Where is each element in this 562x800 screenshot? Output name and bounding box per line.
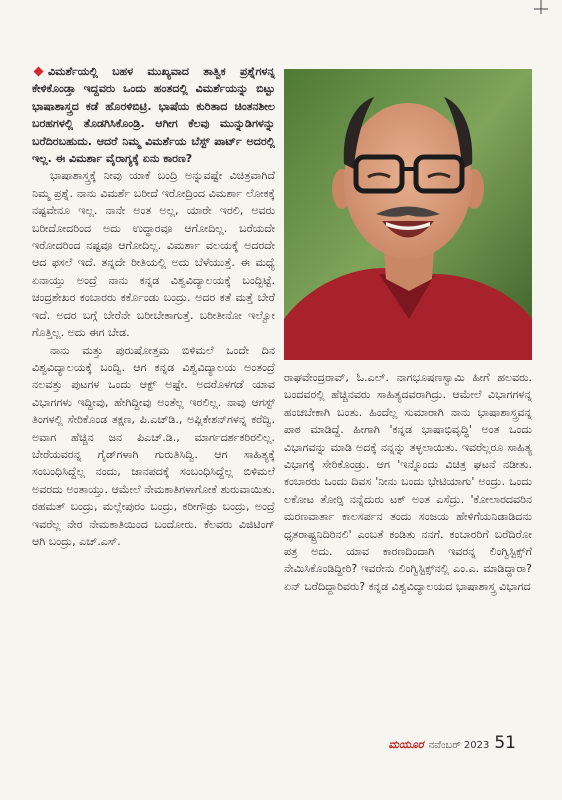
issue-date: ನವೆಂಬರ್ 2023: [428, 740, 490, 751]
bullet-diamond-icon: [34, 67, 44, 77]
left-column: [32, 63, 275, 550]
portrait-photo: [284, 69, 532, 360]
answer-paragraph-continued: ರಾಘವೇಂದ್ರರಾವ್, ಓ.ಎಲ್. ನಾಗಭೂಷಣಸ್ವಾಮಿ ಹೀಗೆ ಹಲವರು. ಬಂದವರಲ್ಲಿ ಹೆಚ್ಚಿನವರು ಸಾಹಿತ್ಯದವರಾಗಿದ್ರು. ಆಮೇಲೆ ವಿಭಾಗಗಳನ್ನ ಹಂಚಬೇಕಾಗಿ ಬಂತು. ಹಿಂದೆಲ್ಲ ಸುಮಾರಾಗಿ ನಾನು ಭಾಷಾಶಾಸ್ತ್ರವನ್ನ ಪಾಠ ಮಾಡಿದ್ದೆ. ಹೀಗಾಗಿ 'ಕನ್ನಡ ಭಾಷಾಭಿವೃದ್ಧಿ' ಅಂತ ಒಂದು ವಿಭಾಗವನ್ನು ಮಾಡಿ ಅದಕ್ಕೆ ನನ್ನನ್ನು ತಳ್ಳಲಾಯಿತು. ಇವರೆಲ್ಲರೂ ಸಾಹಿತ್ಯ ವಿಭಾಗಕ್ಕೆ ಸೇರಿಕೊಂಡ್ರು. ಆಗ 'ಇನ್ನೊಂದು ವಿಚಿತ್ರ ಘಟನೆ ನಡೀತು. ಕಂಬಾರರು ಒಂದು ದಿವಸ 'ನೀನು ಬಂದು ಭೇಟಿಯಾಗು' ಅಂದ್ರು. ಒಂದು ಲಕೋಟ ತೋರ್‍ಸಿ ನನ್ನೆದುರು ಟಕ್ ಅಂತ ಎಸೆದ್ರು. 'ಕೋಲಾರದವರಿನ ಮರಣವಾರ್ತಾ ಕಾಲಸರ್ಪನ ತಂದು ಸಂಜಯ ಹೇಳಿಗೆಯನಿಡಾಡಿದನು ಧೃತರಾಷ್ಟ್ರನಿದಿರಿನಲಿ' ಎಂಬತೆ ಕಂಡಿತು ನನಗೆ. ಕಂಬಾರರಿಗೆ ಬರೆದಿರೋ ಪತ್ರ ಅದು. ಯಾವ ಕಾರಣದಿಂದಾಗಿ ಇವರನ್ನ ಲಿಂಗ್ವಿಸ್ಟಿಕ್ಸ್‌ಗೆ ನೇಮಿಸಿಕೊಂಡಿದ್ದೀರಿ? ಇವರೇನು ಲಿಂಗ್ವಿಸ್ಟಿಕ್ಸ್‌ನಲ್ಲಿ ಎಂ.ಎ. ಮಾಡಿದ್ದಾರಾ? ಏನ್ ಬರೆದಿದ್ದಾರಿವರು? ಕನ್ನಡ ವಿಶ್ವವಿದ್ಯಾಲಯದ ಭಾಷಾಶಾಸ್ತ್ರ ವಿಭಾಗದ: [284, 371, 532, 593]
answer-paragraph: ನಾನು ಮತ್ತು ಪುರುಷೋತ್ತಮ ಬಿಳಿಮಲೆ ಒಂದೇ ದಿನ ವಿಶ್ವವಿದ್ಯಾಲಯಕ್ಕೆ ಬಂದ್ವಿ. ಆಗ ಕನ್ನಡ ವಿಶ್ವವಿದ್ಯಾಲಯ ಅಂತಂದ್ರೆ ನಲವತ್ತು ಪುಟಗಳ ಒಂದು ಆಕ್ಟ್ ಅಷ್ಟೇ. ಅದರೊಳಗಡೆ ಯಾವ ವಿಭಾಗಗಳು ಇದ್ದೀವು, ಹೇಗಿದ್ದೀವು ಅಂತೆಲ್ಲ ಇರಲಿಲ್ಲ. ನಾವು ಆಗಸ್ಟ್ ತಿಂಗಳಲ್ಲಿ ಸೇರಿಕೊಂಡ ತಕ್ಷಣ, ಪಿ.ಎಚ್‌ಡಿ., ಅಪ್ಲಿಕೇಶನ್‌ಗಳನ್ನ ಕರೆದ್ವಿ. ಅವಾಗ ಹೆಚ್ಚಿನ ಜನ ಪಿಎಚ್.ಡಿ., ಮಾರ್ಗದರ್ಶಕರಿರಲಿಲ್ಲ. ಬೇರೆಯವರನ್ನ ಗೈಡ್‌ಗಳಾಗಿ ಗುರುತಿಸಿದ್ವಿ. ಆಗ ಸಾಹಿತ್ಯಕ್ಕೆ ಸಂಬಂಧಿಸಿದ್ದೆಲ್ಲ ನಂದು, ಜಾನಪದಕ್ಕೆ ಸಂಬಂಧಿಸಿದ್ದೆಲ್ಲ ಬಿಳಿಮಲೆ ಅವರದು ಅಂತಾಯ್ತು. ಆಮೇಲೆ ನೇಮಕಾತಿಗಳಾಗೋಕೆ ಶುರುವಾಯಿತು. ರಹಮತ್ ಬಂದ್ರು, ಮಲ್ಲೇಪುರಂ ಬಂದ್ರು, ಕರೀಗೌಡ್ರು ಬಂದ್ರು, ಅಂದ್ರೆ ಇವರೆಲ್ಲ ನೇರ ನೇಮಕಾತಿಯಿಂದ ಬಂದೋರು. ಕೆಲವರು ವಿಜಿಟಿಂಗ್ ಆಗಿ ಬಂದ್ರು, ಎಚ್.ಎಸ್.: [32, 343, 275, 548]
portrait-illustration: [284, 69, 532, 360]
answer-paragraph: ಭಾಷಾಶಾಸ್ತ್ರಕ್ಕೆ ನೀವು ಯಾಕೆ ಬಂದ್ರಿ ಅನ್ನುವಷ್ಟೇ ವಿಚಿತ್ರವಾಗಿದೆ ನಿಮ್ಮ ಪ್ರಶ್ನೆ. ನಾನು ವಿಮರ್ಶೆ ಬರೀದೆ ಇರೋದ್ರಿಂದ ವಿಮರ್ಶಾ ಲೋಕಕ್ಕೆ ನಷ್ಟವೇನೂ ಇಲ್ಲ. ನಾನೇ ಅಂತ ಅಲ್ಲ, ಯಾರೇ ಇರಲಿ, ಅವರು ಬರೀದೋದರಿಂದ ಅದು ಉದ್ಧಾರವೂ ಆಗೋದಿಲ್ಲ. ಬರೆಯದೇ ಇರೋದರಿಂದ ನಷ್ಟವೂ ಆಗೋದಿಲ್ಲ. ವಿಮರ್ಶಾ ವಲಯಕ್ಕೆ ಅದರದೇ ಆದ ಫಸಲೆ ಇದೆ. ತನ್ನದೇ ರೀತಿಯಲ್ಲಿ ಅದು ಬೆಳೆಯುತ್ತೆ. ಈ ಮಧ್ಯೆ ಏನಾಯ್ತು ಅಂದ್ರೆ ನಾನು ಕನ್ನಡ ವಿಶ್ವವಿದ್ಯಾಲಯಕ್ಕೆ ಬಂದ್ಬಿಟ್ಟೆ. ಚಂದ್ರಶೇಖರ ಕಂಬಾರರು ಕರ್ಕೊಂಡು ಬಂದ್ರು. ಅದರ ಕತೆ ಮತ್ತೆ ಬೇರೆ ಇದೆ. ಅದರ ಬಗ್ಗೆ ಬೇರೆನೇ ಬರೀಬೇಕಾಗುತ್ತೆ. ಬರೀತೀನೋ ಇಲ್ವೋ ಗೊತ್ತಿಲ್ಲ. ಅದು ಈಗ ಬೇಡ.: [32, 169, 275, 340]
magazine-brand: ಮಯೂರ: [388, 738, 424, 751]
page-footer: [389, 733, 516, 753]
question-text: ವಿಮರ್ಶೆಯಲ್ಲಿ ಬಹಳ ಮುಖ್ಯವಾದ ತಾತ್ವಿಕ ಪ್ರಶ್ನೆಗಳನ್ನ ಕೇಳಿಕೊಂಡ್ತಾ ಇದ್ದವರು ಒಂದು ಹಂತದಲ್ಲಿ ವಿಮರ್ಶೆಯನ್ನು ಬಿಟ್ಟು ಭಾಷಾಶಾಸ್ತ್ರದ ಕಡೆ ಹೊರಳಿಬಿಟ್ರಿ. ಭಾಷೆಯ ಕುರಿತಾದ ಚಿಂತನಶೀಲ ಬರಹಗಳಲ್ಲಿ ತೊಡಗಿಸಿಕೊಂಡ್ರಿ. ಆಗೀಗ ಕೆಲವು ಮುನ್ನುಡಿಗಳನ್ನು ಬರೆದಿರಬಹುದು. ಆದರೆ ನಿಮ್ಮ ವಿಮರ್ಶೆಯ ಬೆಸ್ಟ್ ಪಾರ್ಟ್ ಅದರಲ್ಲಿ ಇಲ್ಲ. ಈ ವಿಮರ್ಶಾ ವೈರಾಗ್ಯಕ್ಕೆ ಏನು ಕಾರಣ?: [32, 65, 275, 166]
crop-mark-icon: [532, 0, 550, 18]
right-column: [284, 369, 532, 595]
page-number: 51: [494, 733, 516, 753]
interview-question: [32, 63, 275, 167]
